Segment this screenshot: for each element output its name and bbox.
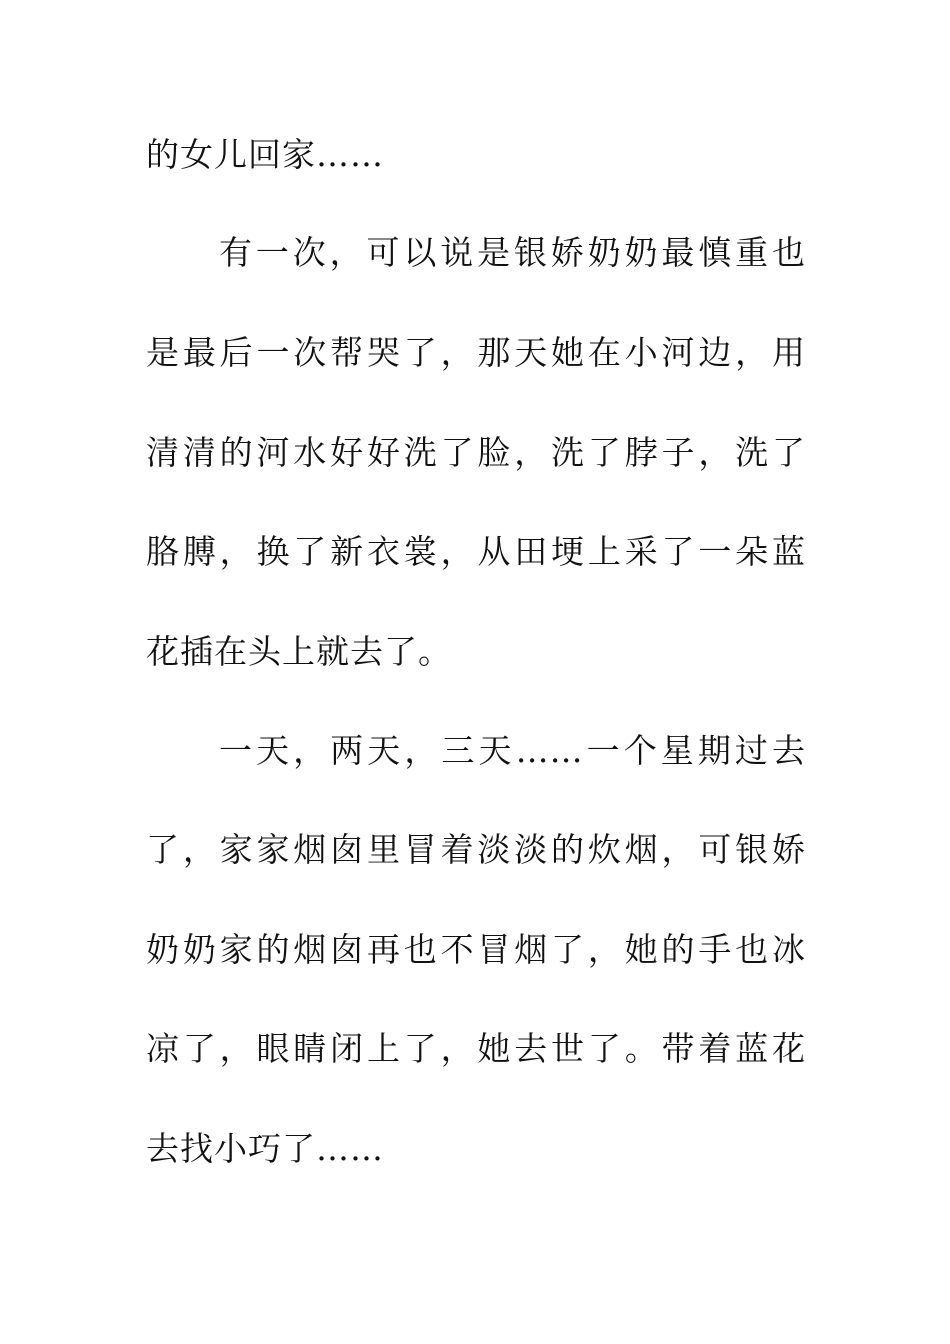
text-line: 去找小巧了……: [146, 1129, 384, 1168]
text-line: 奶奶家的烟囱再也不冒烟了，她的手也冰: [146, 930, 806, 969]
text-line: 一天，两天，三天……一个星期过去: [219, 731, 806, 770]
text-line: 了，家家烟囱里冒着淡淡的炊烟，可银娇: [146, 830, 806, 869]
text-line: 有一次，可以说是银娇奶奶最慎重也: [219, 233, 806, 272]
text-line: 清清的河水好好洗了脸，洗了脖子，洗了: [146, 433, 806, 472]
text-line: 凉了，眼睛闭上了，她去世了。带着蓝花: [146, 1029, 806, 1068]
text-line: 花插在头上就去了。: [146, 632, 452, 671]
text-line: 是最后一次帮哭了，那天她在小河边，用: [146, 333, 806, 372]
text-line: 的女儿回家……: [146, 135, 384, 174]
text-line: 胳膊，换了新衣裳，从田埂上采了一朵蓝: [146, 532, 806, 571]
